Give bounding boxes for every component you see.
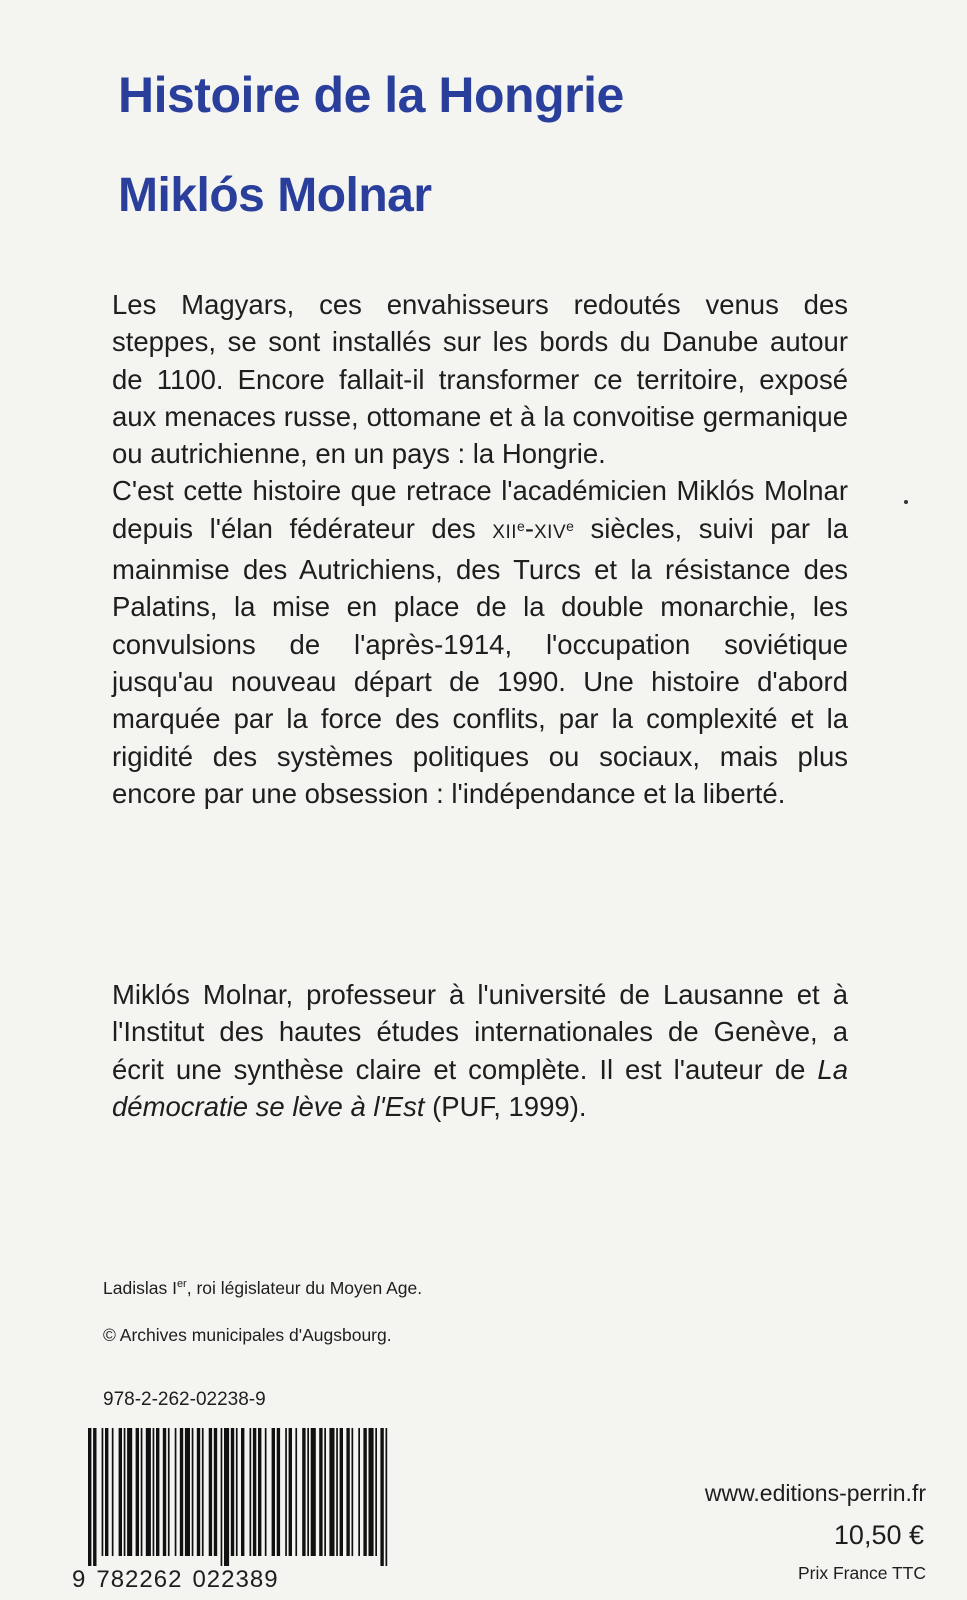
barcode-bar [285,1428,287,1556]
barcode-bar [175,1428,177,1556]
book-title: Histoire de la Hongrie [118,67,624,123]
barcode-bar [258,1428,261,1556]
print-speck [904,500,908,504]
author-bio [112,976,848,1125]
barcode-bar [141,1428,143,1556]
barcode-bar [358,1428,360,1556]
barcode-bar [93,1428,96,1568]
book-description [112,286,848,812]
barcode-bar [119,1428,122,1556]
barcode-bar [340,1428,343,1556]
barcode-bar [250,1428,252,1556]
description-paragraph-2-start: C'est cette histoire que retrace l'académicien Miklós Molnar depuis l'élan fédérateur des [112,475,848,544]
barcode-bar [146,1428,151,1556]
caption-end: , roi législateur du Moyen Age. [186,1278,423,1298]
barcode-bar [192,1428,194,1556]
barcode-bar [380,1428,383,1568]
barcode-bar [375,1428,377,1556]
barcode-bar [253,1428,256,1556]
caption-superscript: er [176,1278,187,1290]
barcode-bar [197,1428,200,1556]
barcode-bar [202,1428,204,1556]
barcode-bar [369,1428,374,1556]
barcode-bar [231,1428,234,1556]
barcode-bar [311,1428,316,1556]
barcode-bar [289,1428,292,1556]
image-copyright: © Archives municipales d'Augsbourg. [103,1325,392,1345]
barcode-bar [319,1428,322,1556]
barcode-bar [352,1428,354,1556]
barcode-bar [136,1428,139,1556]
cover-image-caption [103,1278,422,1299]
barcode-bar [153,1428,155,1556]
century-xii: XII [492,521,518,543]
barcode-bar [224,1428,229,1568]
barcode-bar [88,1428,91,1568]
barcode-bar [214,1428,217,1556]
barcode-bar [112,1428,114,1556]
barcode-digits-right: 022389 [192,1566,279,1593]
barcode-bar [302,1428,305,1556]
publisher-website: www.editions-perrin.fr [704,1480,926,1506]
barcode-bar [324,1428,326,1556]
barcode-bar [241,1428,244,1556]
century-xiv: XIV [534,521,567,543]
author-previous-book: La démocratie se lève à l'Est [112,1053,848,1122]
barcode-bar [386,1428,388,1568]
barcode-bar [307,1428,309,1556]
description-paragraph-2-end: siècles, suivi par la mainmise des Autrichiens, des Turcs et la résistance des Palatins, la mise en place de la double monarchie, les convulsions de l'après-1914, l'occupation soviétique jusqu'au nouveau départ de 1990. Une histoire d'abord marquée par la force des conflits, par la complexité et la rigidité des systèmes politiques ou sociaux, mais plus encore par une obsession : l'indépendance et la liberté. [112,512,848,809]
barcode-bar [336,1428,338,1556]
barcode-bars [70,1428,392,1568]
barcode-bar [329,1428,334,1556]
description-paragraph-1: Les Magyars, ces envahisseurs redoutés venus des steppes, se sont installés sur les bords du Danube autour de 1100. Encore fallait-il transformer ce territoire, exposé aux menaces russe, ottomane et à la convoitise germanique ou autrichienne, en un pays : la Hongrie. [112,289,848,470]
barcode-bar [168,1428,170,1556]
barcode-bar [346,1428,349,1556]
barcode-digit-first: 9 [72,1566,87,1593]
price: 10,50 € [833,1520,924,1550]
century-xii-suffix: e [517,517,525,534]
barcode-digits [70,1566,394,1594]
barcode-bar [363,1428,366,1556]
barcode [70,1428,392,1578]
barcode-bar [185,1428,190,1556]
barcode-bar [163,1428,166,1556]
caption-start: Ladislas I [103,1278,177,1298]
barcode-bar [277,1428,280,1556]
price-note: Prix France TTC [797,1563,926,1583]
barcode-bar [102,1428,104,1556]
barcode-bar [236,1428,238,1556]
barcode-digits-left: 782262 [96,1566,183,1593]
barcode-bar [180,1428,183,1556]
barcode-bar [209,1428,212,1556]
author-bio-ending: (PUF, 1999). [424,1090,587,1122]
barcode-bar [272,1428,275,1556]
barcode-bar [127,1428,132,1556]
barcode-bar [295,1428,297,1556]
isbn: 978-2-262-02238-9 [103,1389,266,1410]
author-bio-text: Miklós Molnar, professeur à l'université de Lausanne et à l'Institut des hautes études internationales de Genève, a écrit une synthèse claire et complète. Il est l'auteur de [112,979,848,1085]
book-author: Miklós Molnar [118,169,432,222]
barcode-bar [221,1428,223,1568]
century-dash: - [524,512,534,544]
century-xiv-suffix: e [566,517,574,534]
barcode-bar [156,1428,159,1556]
barcode-bar [105,1428,108,1556]
barcode-bar [124,1428,126,1556]
barcode-bar [265,1428,267,1556]
